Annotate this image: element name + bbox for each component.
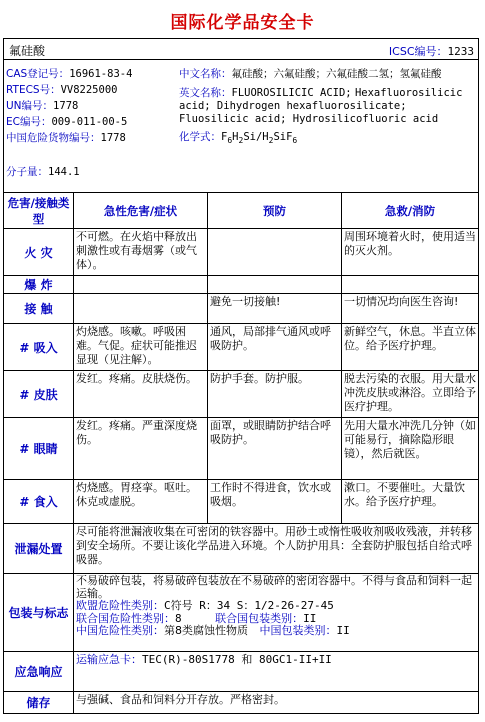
table-header: [4, 193, 478, 229]
row-symptoms: 灼烧感。胃痉挛。呕吐。休克或虚脱。: [74, 480, 208, 523]
mw-line: [6, 166, 176, 182]
row-prevention: 避免一切接触!: [208, 294, 342, 323]
en-name: [179, 87, 474, 126]
emergency-label: 应急响应: [4, 652, 74, 691]
col-symptoms: 急性危害/症状: [74, 193, 208, 228]
eu-class-label: 欧盟危险性类别：: [76, 599, 164, 612]
un-label: UN编号：: [6, 100, 54, 112]
storage-text: 与强碱、食品和饲料分开存放。严格密封。: [76, 693, 285, 706]
row-label: 爆 炸: [4, 276, 74, 293]
row-first-aid: 漱口。不要催吐。大量饮水。给予医疗护理。: [344, 481, 465, 508]
row-prevention: [208, 229, 342, 275]
icsc-value: 1233: [447, 45, 474, 58]
names-column: [179, 68, 474, 144]
row-label: # 眼睛: [4, 418, 74, 479]
mw-label: 分子量：: [6, 166, 48, 178]
cn-class: [76, 625, 476, 638]
emergency-row: [4, 652, 478, 692]
transport-card-label: 运输应急卡：: [76, 653, 142, 666]
table-row: [4, 371, 478, 418]
col-first-aid: 急救/消防: [384, 203, 436, 218]
un-class-label: 联合国危险性类别：: [76, 611, 175, 625]
row-label: # 食入: [4, 480, 74, 523]
icsc-label: ICSC编号：: [388, 45, 448, 58]
row-label: # 吸入: [4, 324, 74, 370]
packaging-row: [4, 574, 478, 652]
safety-card: [3, 38, 479, 714]
row-prevention: 防护手套。防护服。: [208, 371, 342, 417]
storage-row: [4, 692, 478, 713]
cn-name: [179, 68, 474, 81]
cn-name-value: 氟硅酸；六氟硅酸；六氟硅酸二氢；氢氟硅酸: [231, 68, 442, 80]
cn-class-label: 中国危险性类别：: [76, 624, 164, 637]
row-prevention: 工作时不得进食，饮水或吸烟。: [208, 480, 342, 523]
row-symptoms: 发红。疼痛。皮肤烧伤。: [74, 371, 208, 417]
rtecs-label: RTECS号：: [6, 84, 61, 96]
cas-value: 16961-83-4: [69, 68, 133, 80]
row-symptoms: 灼烧感。咳嗽。呼吸困难。气促。症状可能推迟显现（见注解）。: [74, 324, 208, 370]
row-prevention: 面罩，或眼睛防护结合呼吸防护。: [208, 418, 342, 479]
un-class-value: 8: [175, 611, 182, 625]
cas-label: CAS登记号：: [6, 68, 70, 80]
formula-label: 化学式：: [179, 131, 221, 143]
cas-line: [6, 68, 176, 84]
cn-goods-value: 1778: [100, 132, 126, 144]
emergency-content: [74, 652, 478, 691]
icsc-number: [389, 43, 474, 59]
col-hazard-type: 危害/接触类型: [4, 193, 74, 228]
packaging-text: 不易破碎包装，将易破碎包装放在不易破碎的密闭容器中。不得与食品和饲料一起运输。: [76, 574, 472, 600]
identity-row: [4, 60, 478, 193]
en-name-value1: FLUOROSILICIC ACID;: [231, 87, 352, 99]
table-row: [4, 324, 478, 371]
row-symptoms: [74, 276, 208, 293]
un-value: 1778: [53, 100, 79, 112]
cn-pack-label: 中国包装类别：: [259, 624, 337, 637]
row-first-aid: 脱去污染的衣服。用大量水冲洗皮肤或淋浴。立即给予医疗护理。: [344, 372, 476, 413]
cn-pack-value: II: [336, 624, 350, 637]
row-label: # 皮肤: [4, 371, 74, 417]
packaging-label: 包装与标志: [4, 574, 74, 651]
cn-goods-label: 中国危险货物编号：: [6, 132, 101, 144]
rtecs-value: VV8225000: [60, 84, 118, 96]
mw-value: 144.1: [48, 166, 80, 178]
en-name-label: 英文名称：: [179, 87, 232, 99]
chemical-name: 氟硅酸: [9, 44, 46, 58]
row-first-aid: 新鲜空气，休息。半直立体位。给予医疗护理。: [344, 325, 476, 352]
ec-label: EC编号：: [6, 116, 52, 128]
en-name-value2: Hexafluorosilicic acid; Dihydrogen hexafluorosilicate; Fluosilicic acid; Hydrosilicofluoric acid: [179, 87, 463, 125]
table-row: [4, 229, 478, 276]
row-label: 接 触: [4, 294, 74, 323]
un-line: [6, 100, 176, 116]
table-row: [4, 276, 478, 294]
ec-line: [6, 116, 176, 132]
un-pack-value: II: [303, 611, 317, 625]
un-pack-label: 联合国包装类别：: [215, 611, 304, 625]
row-first-aid: [342, 276, 478, 293]
formula: [179, 131, 474, 144]
eu-class-value: C符号 R：34 S：1/2-26-27-45: [164, 599, 334, 612]
header-row: [4, 39, 478, 60]
row-first-aid: 周围环境着火时，使用适当的灭火剂。: [344, 230, 476, 257]
table-row: [4, 418, 478, 480]
row-symptoms: 不可燃。在火焰中释放出刺激性或有毒烟雾（或气体）。: [74, 229, 208, 275]
cn-line: [6, 132, 176, 166]
row-label: 火 灾: [4, 229, 74, 275]
row-prevention: [208, 276, 342, 293]
spill-row: [4, 524, 478, 574]
spill-text: 尽可能将泄漏液收集在可密闭的铁容器中。用砂土或惰性吸收剂吸收残液，并转移到安全场所。不要让该化学品进入环境。个人防护用具：全套防护服包括自给式呼吸器。: [76, 525, 472, 566]
rtecs-line: [6, 84, 176, 100]
row-symptoms: [74, 294, 208, 323]
table-row: [4, 294, 478, 324]
packaging-content: [74, 574, 478, 651]
storage-label: 储存: [4, 692, 74, 713]
table-row: [4, 480, 478, 524]
ids-column: [6, 68, 176, 182]
formula-value: $F_6H_2Si/H_2SiF_6$: [221, 131, 298, 146]
ec-value: 009-011-00-5: [51, 116, 128, 128]
cn-class-value: 第8类腐蚀性物质: [164, 624, 248, 637]
cn-name-label: 中文名称：: [179, 68, 232, 80]
row-symptoms: 发红。疼痛。严重深度烧伤。: [74, 418, 208, 479]
row-first-aid: 先用大量水冲洗几分钟（如可能易行，摘除隐形眼镜），然后就医。: [344, 419, 476, 460]
row-prevention: 通风，局部排气通风或呼吸防护。: [208, 324, 342, 370]
spill-label: 泄漏处置: [4, 524, 74, 573]
col-prevention: 预防: [208, 193, 342, 228]
card-title: 国际化学品安全卡: [170, 13, 315, 33]
transport-card-value: TEC(R)-80S1778 和 80GC1-II+II: [142, 653, 332, 666]
row-first-aid: 一切情况均向医生咨询!: [344, 295, 459, 308]
